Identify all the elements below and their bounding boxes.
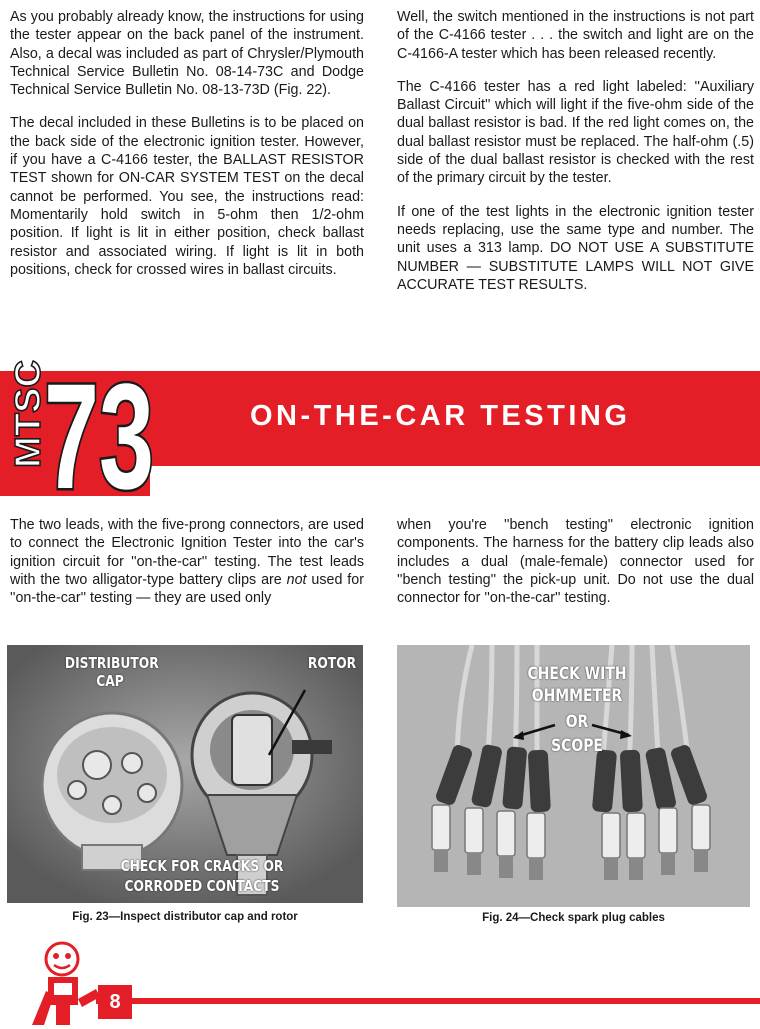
paragraph: when you're ''bench testing'' electronic ignition components. The harness for the battery clip leads also includes a dual (male-female) connector used for ''bench testing'' the pick-up unit. Do not use the dual connector for ''on-the-car'' testing. — [397, 517, 754, 607]
top-left-column — [10, 8, 364, 279]
label-or: OR — [565, 712, 589, 732]
paragraph: If one of the test lights in the electronic ignition tester needs replacing, use the same type and number. The unit uses a 313 lamp. DO NOT USE A SUBSTITUTE NUMBER — SUBSTITUTE LAMPS WILL NOT GIVE ACCURATE TEST RESULTS. — [397, 203, 754, 293]
emphasis: not — [286, 571, 307, 588]
paragraph: The C-4166 tester has a red light labeled: ''Auxiliary Ballast Circuit'' which will light if the five-ohm side of the dual ballast resistor is bad. If the red light comes on, the dual ballast resistor must be replaced. The half-ohm (.5) side of the dual ballast resistor is checked with the rest of the primary circuit by the tester. — [397, 78, 754, 187]
label-check-cracks: CHECK FOR CRACKS OR — [120, 857, 284, 875]
paragraph: The decal included in these Bulletins is to be placed on the back side of the electronic ignition tester. However, if you have a C-4166 tester, the BALLAST RESISTOR TEST shown for ON-CAR SYSTEM TEST on the decal cannot be performed. You see, the instructions read: Momentarily hold switch in 5-ohm then 1/2-ohm position. If light is lit in either position, check ballast resistor and associated wiring. If light is lit in both positions, check for crossed wires in ballast circuits. — [10, 115, 364, 278]
section-right-column — [397, 516, 754, 607]
figure-24-photo — [397, 645, 750, 907]
mascot-icon — [26, 939, 104, 1025]
label-corroded-contacts: CORRODED CONTACTS — [124, 877, 280, 895]
figure-23-caption: Fig. 23—Inspect distributor cap and rotor — [72, 911, 298, 923]
paragraph: As you probably already know, the instructions for using the tester appear on the back panel of the instrument. Also, a decal was included as part of Chrysler/Plymouth Technical Service Bulletin No. 08-14-73C and Dodge Technical Service Bulletin No. 08-13-73D (Fig. 22). — [10, 9, 364, 99]
label-distributor-cap: DISTRIBUTOR CAP — [64, 654, 159, 690]
label-scope: SCOPE — [551, 736, 603, 756]
mtsc-73-logo — [0, 352, 160, 520]
label-rotor: ROTOR — [307, 654, 357, 672]
logo-letters: MTSC — [7, 366, 48, 468]
section-left-column — [10, 516, 364, 607]
footer-rule — [96, 998, 760, 1004]
page-number: 8 — [109, 991, 121, 1013]
paragraph: Well, the switch mentioned in the instructions is not part of the C-4166 tester . . . the switch and light are on the C-4166-A tester which has been released recently. — [397, 9, 754, 62]
label-ohmmeter: OHMMETER — [531, 686, 623, 706]
paragraph: The two leads, with the five-prong connectors, are used to connect the Electronic Ignition Tester into the car's ignition circuit for ''on-the-car'' testing. The test leads with the two alligator-type battery clips are not used for ''on-the-car'' testing — they are used only — [10, 517, 364, 607]
label-check-with: CHECK WITH — [527, 664, 627, 684]
figure-23-photo — [7, 645, 363, 903]
logo-number: 73 — [44, 352, 154, 520]
figure-24-caption: Fig. 24—Check spark plug cables — [482, 912, 665, 924]
section-title: ON-THE-CAR TESTING — [250, 400, 631, 432]
top-right-column — [397, 8, 754, 294]
